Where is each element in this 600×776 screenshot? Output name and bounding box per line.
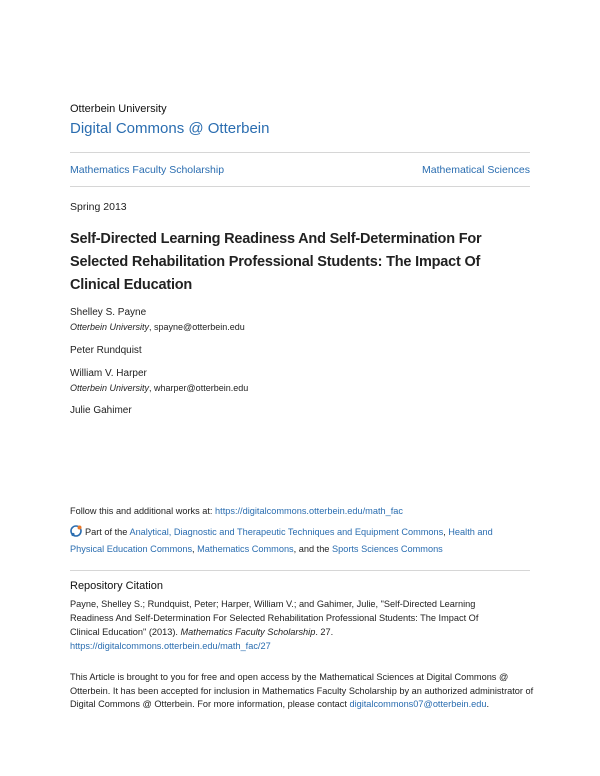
author-affiliation — [70, 320, 245, 334]
commons-link-mathematics[interactable]: Mathematics Commons — [197, 544, 294, 554]
separator: , — [192, 544, 198, 554]
contact-email-link[interactable]: digitalcommons07@otterbein.edu — [349, 699, 487, 709]
series-link[interactable]: Mathematics Faculty Scholarship — [70, 164, 225, 176]
title-line: Selected Rehabilitation Professional Students: The Impact Of — [70, 254, 481, 270]
author-name: Shelley S. Payne — [70, 307, 147, 318]
citation-url-link[interactable]: https://digitalcommons.otterbein.edu/math_fac/27 — [70, 641, 271, 651]
affiliation-name: Otterbein University — [70, 322, 150, 332]
part-of-prefix: Part of the — [85, 527, 130, 537]
institution-name: Otterbein University — [70, 103, 167, 115]
access-notice — [70, 671, 540, 712]
part-of-block — [70, 524, 540, 558]
commons-link-health-b[interactable]: Physical Education Commons — [70, 544, 193, 554]
notice-line — [70, 698, 540, 712]
notice-line: Otterbein. It has been accepted for inclusion in Mathematics Faculty Scholarship by an authorized administrator of — [70, 685, 534, 696]
divider-citation — [70, 570, 530, 571]
author-name: Peter Rundquist — [70, 345, 142, 356]
commons-link-sports[interactable]: Sports Sciences Commons — [331, 544, 443, 554]
part-of-line-2 — [70, 541, 540, 558]
notice-segment: . — [486, 699, 490, 709]
title-line: Clinical Education — [70, 277, 193, 293]
author-name: William V. Harper — [70, 368, 147, 379]
author-affiliation — [70, 381, 248, 395]
follow-label: Follow this and additional works at: — [70, 506, 216, 516]
divider-top — [70, 152, 530, 153]
citation-line: Payne, Shelley S.; Rundquist, Peter; Harper, William V.; and Gahimer, Julie, "Self-Directed Learning — [70, 599, 476, 609]
publication-date: Spring 2013 — [70, 201, 127, 213]
part-of-line-1 — [70, 524, 540, 541]
author-block — [70, 306, 245, 334]
author-email: , wharper@otterbein.edu — [149, 383, 249, 393]
commons-link-analytical[interactable]: Analytical, Diagnostic and Therapeutic Techniques and Equipment Commons — [129, 527, 444, 537]
follow-line — [70, 503, 403, 520]
article-title — [70, 228, 530, 297]
citation-segment: . 27. — [315, 627, 334, 637]
repository-title-link[interactable]: Digital Commons @ Otterbein — [70, 120, 270, 137]
title-line: Self-Directed Learning Readiness And Self-Determination For — [70, 231, 482, 247]
separator: , — [443, 527, 449, 537]
author-name: Julie Gahimer — [70, 405, 132, 416]
citation-segment: Clinical Education" (2013). — [70, 627, 181, 637]
author-block — [70, 404, 132, 418]
notice-line: This Article is brought to you for free and open access by the Mathematical Sciences at Digital Commons @ — [70, 672, 509, 682]
citation-heading: Repository Citation — [70, 580, 163, 592]
citation-line — [70, 625, 540, 639]
citation-text — [70, 597, 540, 653]
notice-segment: Digital Commons @ Otterbein. For more information, please contact — [70, 699, 350, 709]
separator: , and the — [293, 544, 332, 554]
network-commons-icon — [70, 525, 82, 537]
citation-series-name: Mathematics Faculty Scholarship — [180, 627, 316, 637]
divider-series — [70, 186, 530, 187]
follow-url-link[interactable]: https://digitalcommons.otterbein.edu/math_fac — [215, 506, 403, 516]
department-link[interactable]: Mathematical Sciences — [422, 164, 530, 176]
author-email: , spayne@otterbein.edu — [149, 322, 245, 332]
author-block — [70, 367, 248, 395]
author-block — [70, 344, 142, 358]
affiliation-name: Otterbein University — [70, 383, 150, 393]
citation-line: Readiness And Self-Determination For Selected Rehabilitation Professional Students: The Impact Of — [70, 613, 479, 623]
commons-link-health-a[interactable]: Health and — [448, 527, 493, 537]
